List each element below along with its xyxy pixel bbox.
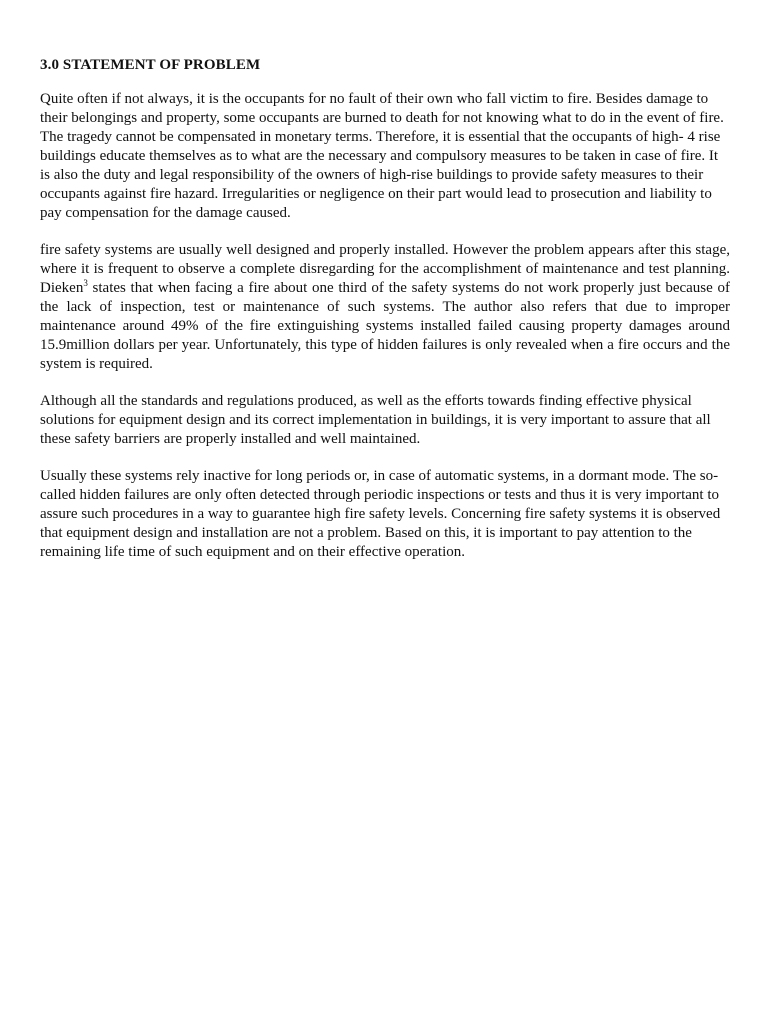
section-heading: 3.0 STATEMENT OF PROBLEM [40,57,261,73]
paragraph-standards-regulations: Although all the standards and regulations produced, as well as the efforts towards finding effective physical solutions for equipment design and its correct implementation in buildings, it is very important to assure that all these safety barriers are properly installed and well maintained. [40,393,711,447]
paragraph-maintenance-failures [40,241,730,374]
paragraph-hidden-failures: Usually these systems rely inactive for long periods or, in case of automatic systems, in a dormant mode. The so-called hidden failures are only often detected through periodic inspections or tests and thus it is very important to assure such procedures in a way to guarantee high fire safety levels. Concerning fire safety systems it is observed that equipment design and installation are not a problem. Based on this, it is important to pay attention to the remaining life time of such equipment and on their effective operation. [40,468,721,560]
reference-superscript: 3 [83,278,88,288]
paragraph-text-after-reference: states that when facing a fire about one third of the safety systems do not work properly just because of the lack of inspection, test or maintenance of such systems. The author also refers that due to improper maintenance around 49% of the fire extinguishing systems installed failed causing property damages around 15.9million dollars per year. Unfortunately, this type of hidden failures is only revealed when a fire occurs and the system is required. [40,280,730,372]
document-page [40,56,730,580]
paragraph-text-before-reference: fire safety systems are usually well designed and properly installed. However the problem appears after this stage, where it is frequent to observe a complete disregarding for the accomplishment of maintenance and test planning. Dieken [40,242,730,296]
paragraph-occupants-victims: Quite often if not always, it is the occupants for no fault of their own who fall victim to fire. Besides damage to their belongings and property, some occupants are burned to death for not knowing what to do in the event of fire. The tragedy cannot be compensated in monetary terms. Therefore, it is essential that the occupants of high- 4 rise buildings educate themselves as to what are the necessary and compulsory measures to be taken in case of fire. It is also the duty and legal responsibility of the owners of high-rise buildings to provide safety measures to their occupants against fire hazard. Irregularities or negligence on their part would lead to prosecution and liability to pay compensation for the damage caused. [40,91,724,221]
